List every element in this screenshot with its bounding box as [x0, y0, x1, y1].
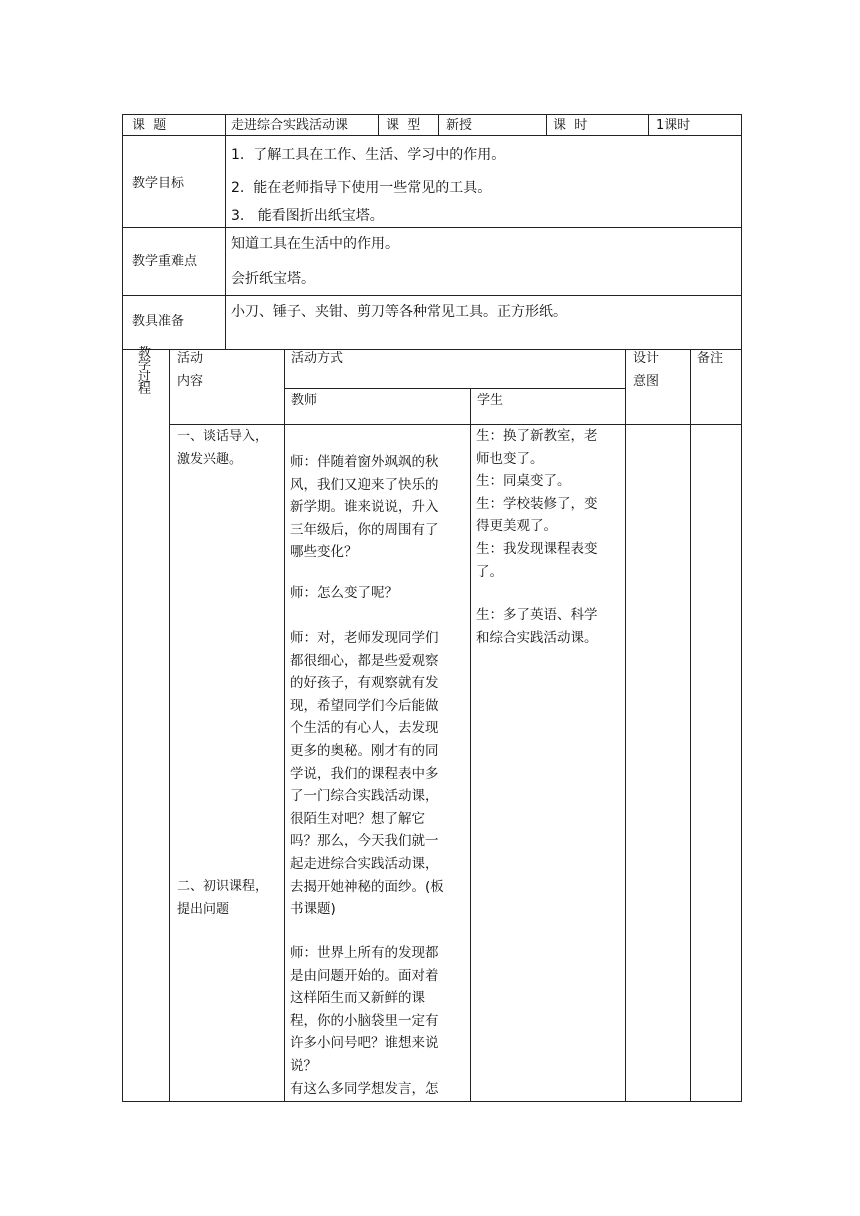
- objective-item: 1. 了解工具在工作、生活、学习中的作用。: [231, 147, 506, 163]
- col-divider: [438, 114, 439, 136]
- objectives-label: 教学目标: [132, 176, 185, 191]
- activity-1-line2: 激发兴趣。: [177, 452, 243, 467]
- teacher-paragraph-3: 师：对，老师发现同学们 都很细心，都是些爱观察 的好孩子，有观察就有发 现，希望同学们今后能做 个生活的有心人，去发现 更多的奥秘。刚才有的同 学说，我们的课程表中多 了一门综合实践活动课， 很陌生对吧？想了解它 吗？那么，今天我们就一 起走进综合实践活动课， 去揭开她神秘的面纱。(板 书课题): [290, 630, 444, 918]
- method-header: 活动方式: [291, 351, 344, 366]
- key-point-item: 会折纸宝塔。: [231, 271, 315, 287]
- design-header-line1: 设计: [633, 351, 660, 366]
- objective-item: 3. 能看图折出纸宝塔。: [231, 208, 384, 224]
- activity-1-line1: 一、谈话导入，: [177, 429, 269, 444]
- activity-header-line2: 内容: [177, 374, 204, 389]
- student-paragraph-1: 生：换了新教室，老 师也变了。 生：同桌变了。 生：学校装修了，变 得更美观了。 生：我发现课程表变 了。: [476, 428, 598, 580]
- key-point-item: 知道工具在生活中的作用。: [231, 236, 399, 252]
- teacher-paragraph-1: 师：伴随着窗外飒飒的秋 风，我们又迎来了快乐的 新学期。谁来说说，升入 三年级后，你的周围有了 哪些变化？: [290, 454, 439, 561]
- col-divider: [169, 349, 170, 1102]
- notes-header: 备注: [697, 351, 724, 366]
- teacher-header: 教师: [291, 393, 318, 408]
- course-title: 走进综合实践活动课: [231, 118, 349, 133]
- design-header-line2: 意图: [633, 374, 660, 389]
- col-divider: [470, 388, 471, 1102]
- col-divider: [225, 114, 226, 350]
- type-label: 课 型: [386, 118, 421, 133]
- hours-label: 课 时: [553, 118, 588, 133]
- row-divider: [169, 424, 742, 425]
- col-divider: [284, 349, 285, 1102]
- type-value: 新授: [446, 118, 473, 133]
- teacher-paragraph-4: 师：世界上所有的发现都 是由问题开始的。面对着 这样陌生而又新鲜的课 程，你的小脑袋里一定有 许多小问号吧？谁想来说 说？ 有这么多同学想发言，怎: [290, 945, 439, 1097]
- materials-text: 小刀、锤子、夹钳、剪刀等各种常见工具。正方形纸。: [231, 304, 567, 320]
- row-divider: [284, 388, 625, 389]
- row-divider: [122, 227, 742, 228]
- activity-2-line1: 二、初识课程，: [177, 879, 269, 894]
- teacher-paragraph-2: 师：怎么变了呢？: [290, 585, 398, 601]
- activity-2-line2: 提出问题: [177, 902, 230, 917]
- row-divider: [122, 135, 742, 136]
- process-label: 教 学 过 程: [138, 346, 152, 397]
- materials-label: 教具准备: [132, 314, 185, 329]
- objective-item: 2. 能在老师指导下使用一些常见的工具。: [231, 180, 492, 196]
- key-points-label: 教学重难点: [132, 254, 198, 269]
- course-label: 课 题: [132, 118, 167, 133]
- col-divider: [546, 114, 547, 136]
- activity-header-line1: 活动: [177, 351, 204, 366]
- col-divider: [378, 114, 379, 136]
- row-divider: [122, 295, 742, 296]
- hours-value: 1课时: [656, 118, 691, 133]
- student-paragraph-2: 生：多了英语、科学 和综合实践活动课。: [476, 607, 598, 646]
- col-divider: [690, 349, 691, 1102]
- student-header: 学生: [477, 393, 504, 408]
- col-divider: [648, 114, 649, 136]
- col-divider: [625, 349, 626, 1102]
